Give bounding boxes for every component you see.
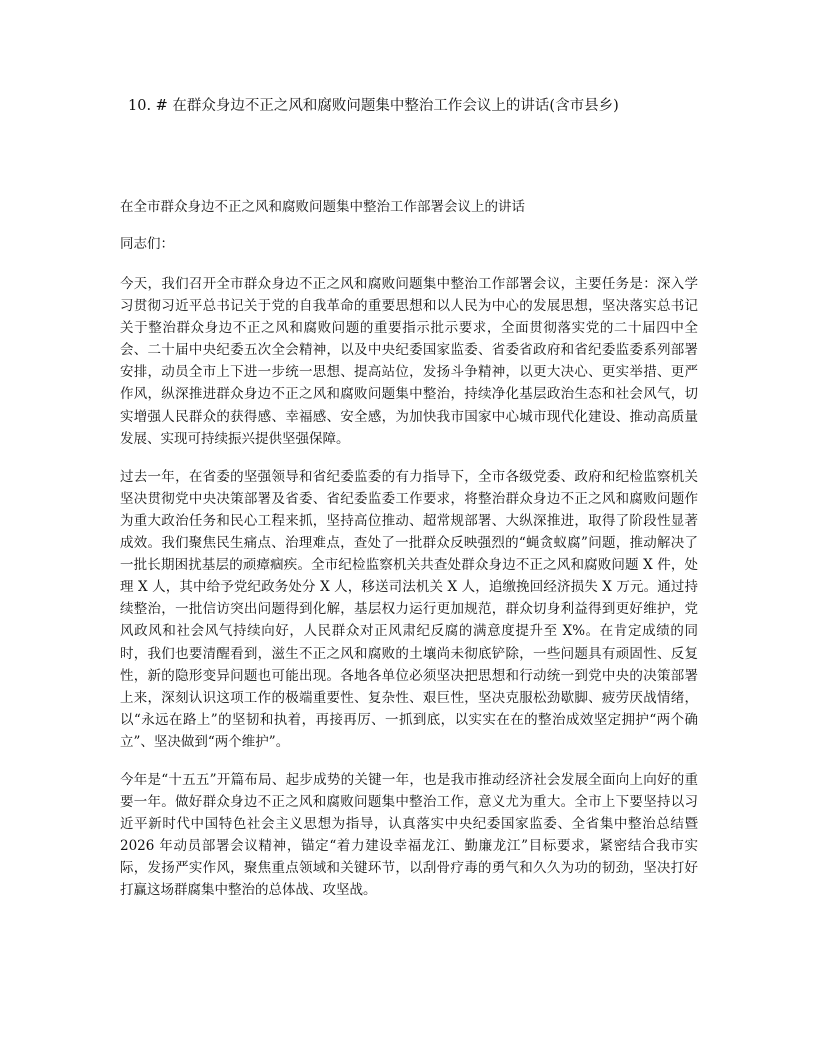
paragraph: 今年是“十五五”开篇布局、起步成势的关键一年，也是我市推动经济社会发展全面向上向好的重要一年。做好群众身边不正之风和腐败问题集中整治工作，意义尤为重大。全市上下要坚持以习近平新时代中国特色社会主义思想为指导，认真落实中央纪委国家监委、全省集中整治总结暨 2026 年动员部署会议精神，锚定“着力建设幸福龙江、勤廉龙江”目标要求，紧密结合我市实际，发扬严实作风，聚焦重点领域和关键环节，以刮骨疗毒的勇气和久久为功的韧劲，坚决打好打赢这场群腐集中整治的总体战、攻坚战。 (120, 771, 698, 899)
speech-title: 在全市群众身边不正之风和腐败问题集中整治工作部署会议上的讲话 (120, 199, 525, 215)
document-body (120, 198, 698, 918)
document-heading: 10. # 在群众身边不正之风和腐败问题集中整治工作会议上的讲话(含市县乡) (128, 98, 619, 114)
paragraph: 过去一年，在省委的坚强领导和省纪委监委的有力指导下，全市各级党委、政府和纪检监察机关坚决贯彻党中央决策部署及省委、省纪委监委工作要求，将整治群众身边不正之风和腐败问题作为重大政治任务和民心工程来抓，坚持高位推动、超常规部署、大纵深推进，取得了阶段性显著成效。我们聚焦民生痛点、治理难点，查处了一批群众反映强烈的“蝇贪蚁腐”问题，推动解决了一批长期困扰基层的顽瘴痼疾。全市纪检监察机关共查处群众身边不正之风和腐败问题 X 件，处理 X 人，其中给予党纪政务处分 X 人，移送司法机关 X 人，追缴挽回经济损失 X 万元。通过持续整治，一批信访突出问题得到化解，基层权力运行更加规范，群众切身利益得到更好维护，党风政风和社会风气持续向好，人民群众对正风肃纪反腐的满意度提升至 X%。在肯定成绩的同时，我们也要清醒看到，滋生不正之风和腐败的土壤尚未彻底铲除，一些问题具有顽固性、反复性，新的隐形变异问题也可能出现。各地各单位必须坚决把思想和行动统一到党中央的决策部署上来，深刻认识这项工作的极端重要性、复杂性、艰巨性，坚决克服松劲歇脚、疲劳厌战情绪，以“永远在路上”的坚韧和执着，再接再厉、一抓到底，以实实在在的整治成效坚定拥护“两个确立”、坚决做到“两个维护”。 (120, 468, 698, 750)
greeting: 同志们： (120, 236, 174, 252)
paragraph: 今天，我们召开全市群众身边不正之风和腐败问题集中整治工作部署会议，主要任务是：深入学习贯彻习近平总书记关于党的自我革命的重要思想和以人民为中心的发展思想，坚决落实总书记关于整治群众身边不正之风和腐败问题的重要指示批示要求，全面贯彻落实党的二十届四中全会、二十届中央纪委五次全会精神，以及中央纪委国家监委、省委省政府和省纪委监委系列部署安排，动员全市上下进一步统一思想、提高站位，发扬斗争精神，以更大决心、更实举措、更严作风，纵深推进群众身边不正之风和腐败问题集中整治，持续净化基层政治生态和社会风气，切实增强人民群众的获得感、幸福感、安全感，为加快我市国家中心城市现代化建设、推动高质量发展、实现可持续振兴提供坚强保障。 (120, 276, 698, 447)
